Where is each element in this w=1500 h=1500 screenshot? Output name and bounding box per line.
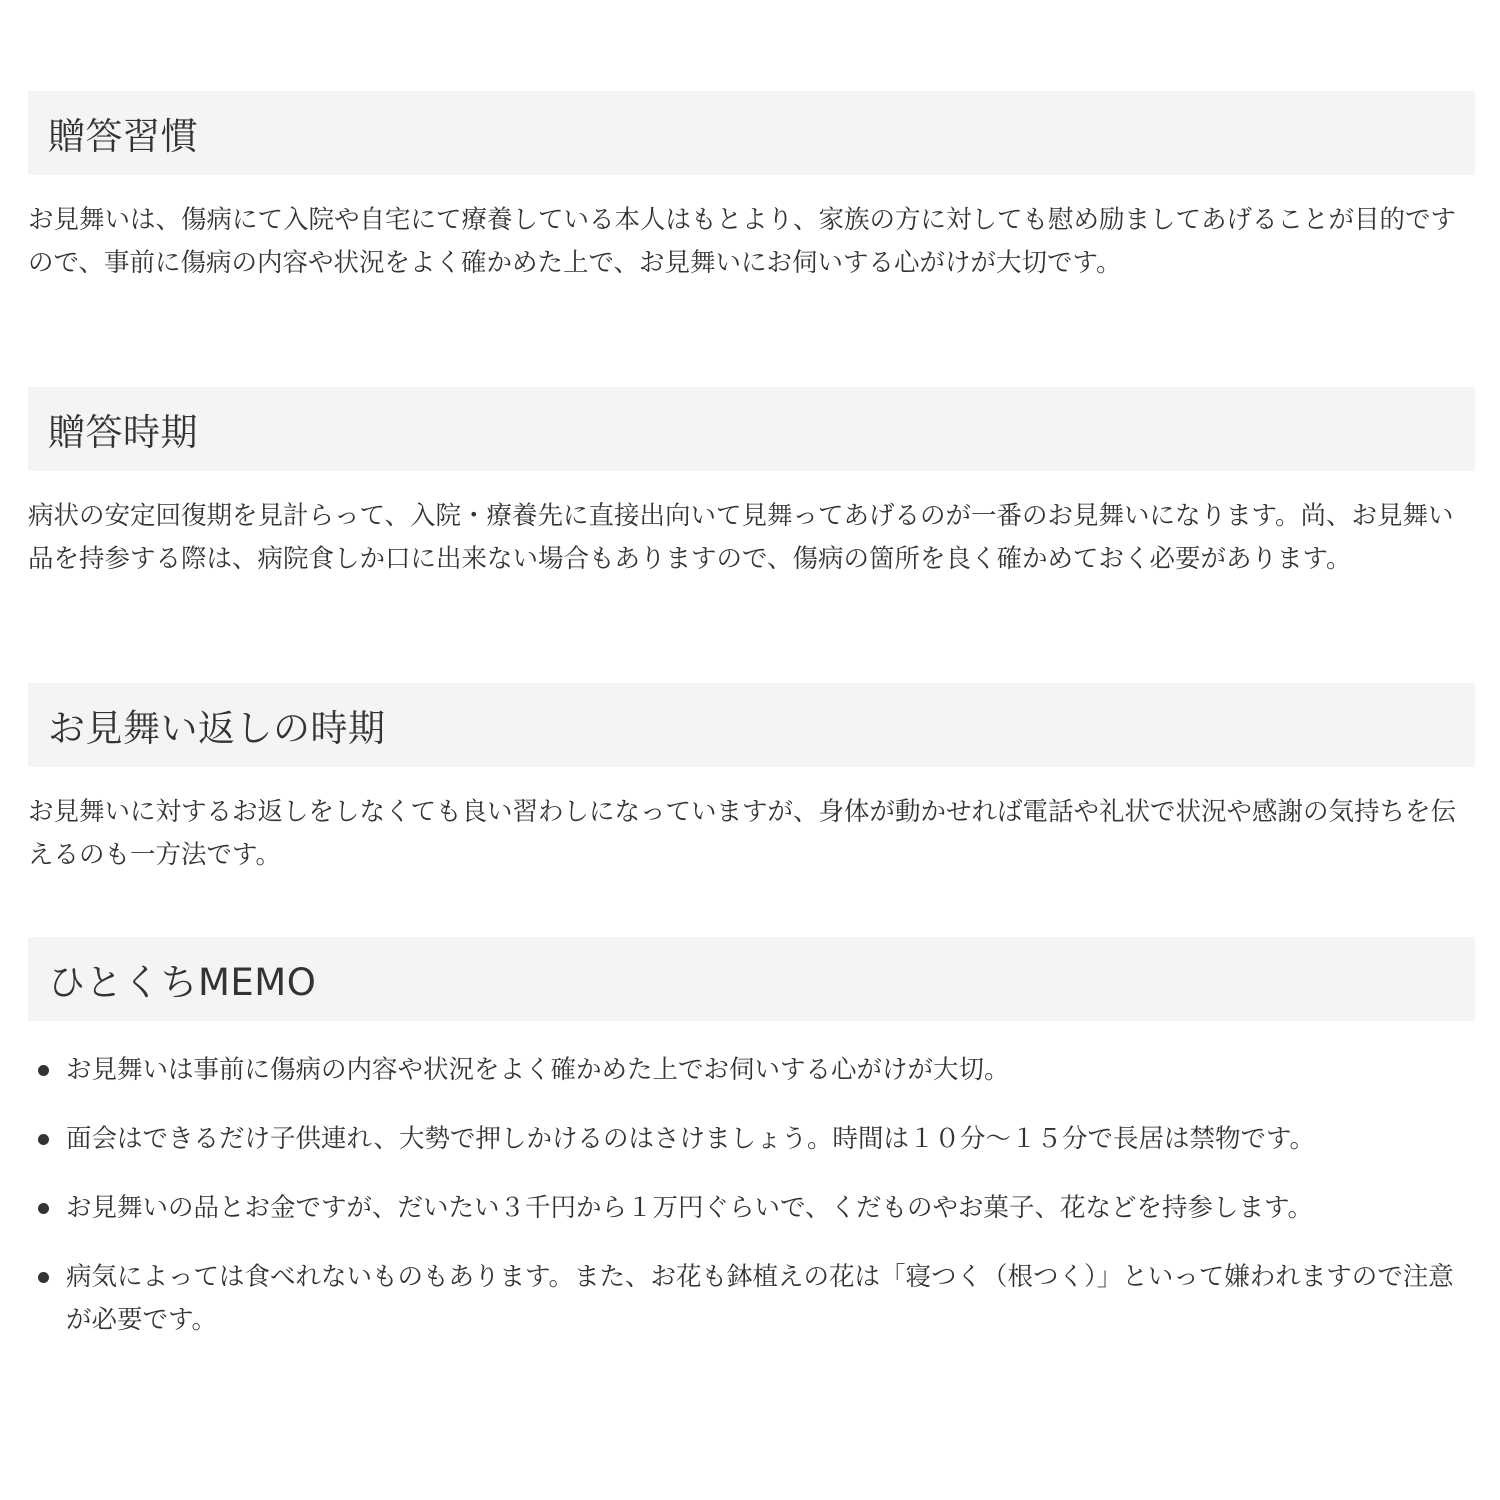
list-item — [28, 1256, 1475, 1342]
list-item-text: お見舞いは事前に傷病の内容や状況をよく確かめた上でお伺いする心がけが大切。 — [66, 1055, 1010, 1085]
section-header — [28, 387, 1475, 471]
section-gift-timing — [28, 387, 1475, 581]
list-item-text: 面会はできるだけ子供連れ、大勢で押しかけるのはさけましょう。時間は１０分〜１５分で長居は禁物です。 — [66, 1124, 1315, 1154]
section-heading: 贈答時期 — [48, 411, 198, 454]
section-heading: 贈答習慣 — [48, 115, 198, 158]
section-return-timing — [28, 683, 1475, 877]
bullet-icon — [38, 1203, 49, 1214]
list-item — [28, 1187, 1475, 1230]
section-gift-custom — [28, 91, 1475, 285]
section-header — [28, 937, 1475, 1021]
list-item-text: お見舞いの品とお金ですが、だいたい３千円から１万円ぐらいで、くだものやお菓子、花などを持参します。 — [66, 1193, 1313, 1223]
bullet-icon — [38, 1272, 49, 1283]
list-item-text: 病気によっては食べれないものもあります。また、お花も鉢植えの花は「寝つく（根つく）」といって嫌われますので注意が必要です。 — [66, 1262, 1454, 1335]
memo-heading: ひとくちMEMO — [48, 961, 317, 1004]
bullet-icon — [38, 1065, 49, 1076]
section-header — [28, 91, 1475, 175]
section-body: お見舞いに対するお返しをしなくても良い習わしになっていますが、身体が動かせれば電話や礼状で状況や感謝の気持ちを伝えるのも一方法です。 — [28, 797, 1457, 870]
section-heading: お見舞い返しの時期 — [48, 707, 386, 750]
memo-list — [28, 1049, 1475, 1342]
bullet-icon — [38, 1134, 49, 1145]
list-item — [28, 1049, 1475, 1092]
section-memo — [28, 937, 1475, 1368]
section-header — [28, 683, 1475, 767]
list-item — [28, 1118, 1475, 1161]
section-body: 病状の安定回復期を見計らって、入院・療養先に直接出向いて見舞ってあげるのが一番のお見舞いになります。尚、お見舞い品を持参する際は、病院食しか口に出来ない場合もありますので、傷病の箇所を良く確かめておく必要があります。 — [28, 501, 1454, 574]
section-body: お見舞いは、傷病にて入院や自宅にて療養している本人はもとより、家族の方に対しても慰め励ましてあげることが目的ですので、事前に傷病の内容や状況をよく確かめた上で、お見舞いにお伺いする心がけが大切です。 — [28, 205, 1457, 278]
